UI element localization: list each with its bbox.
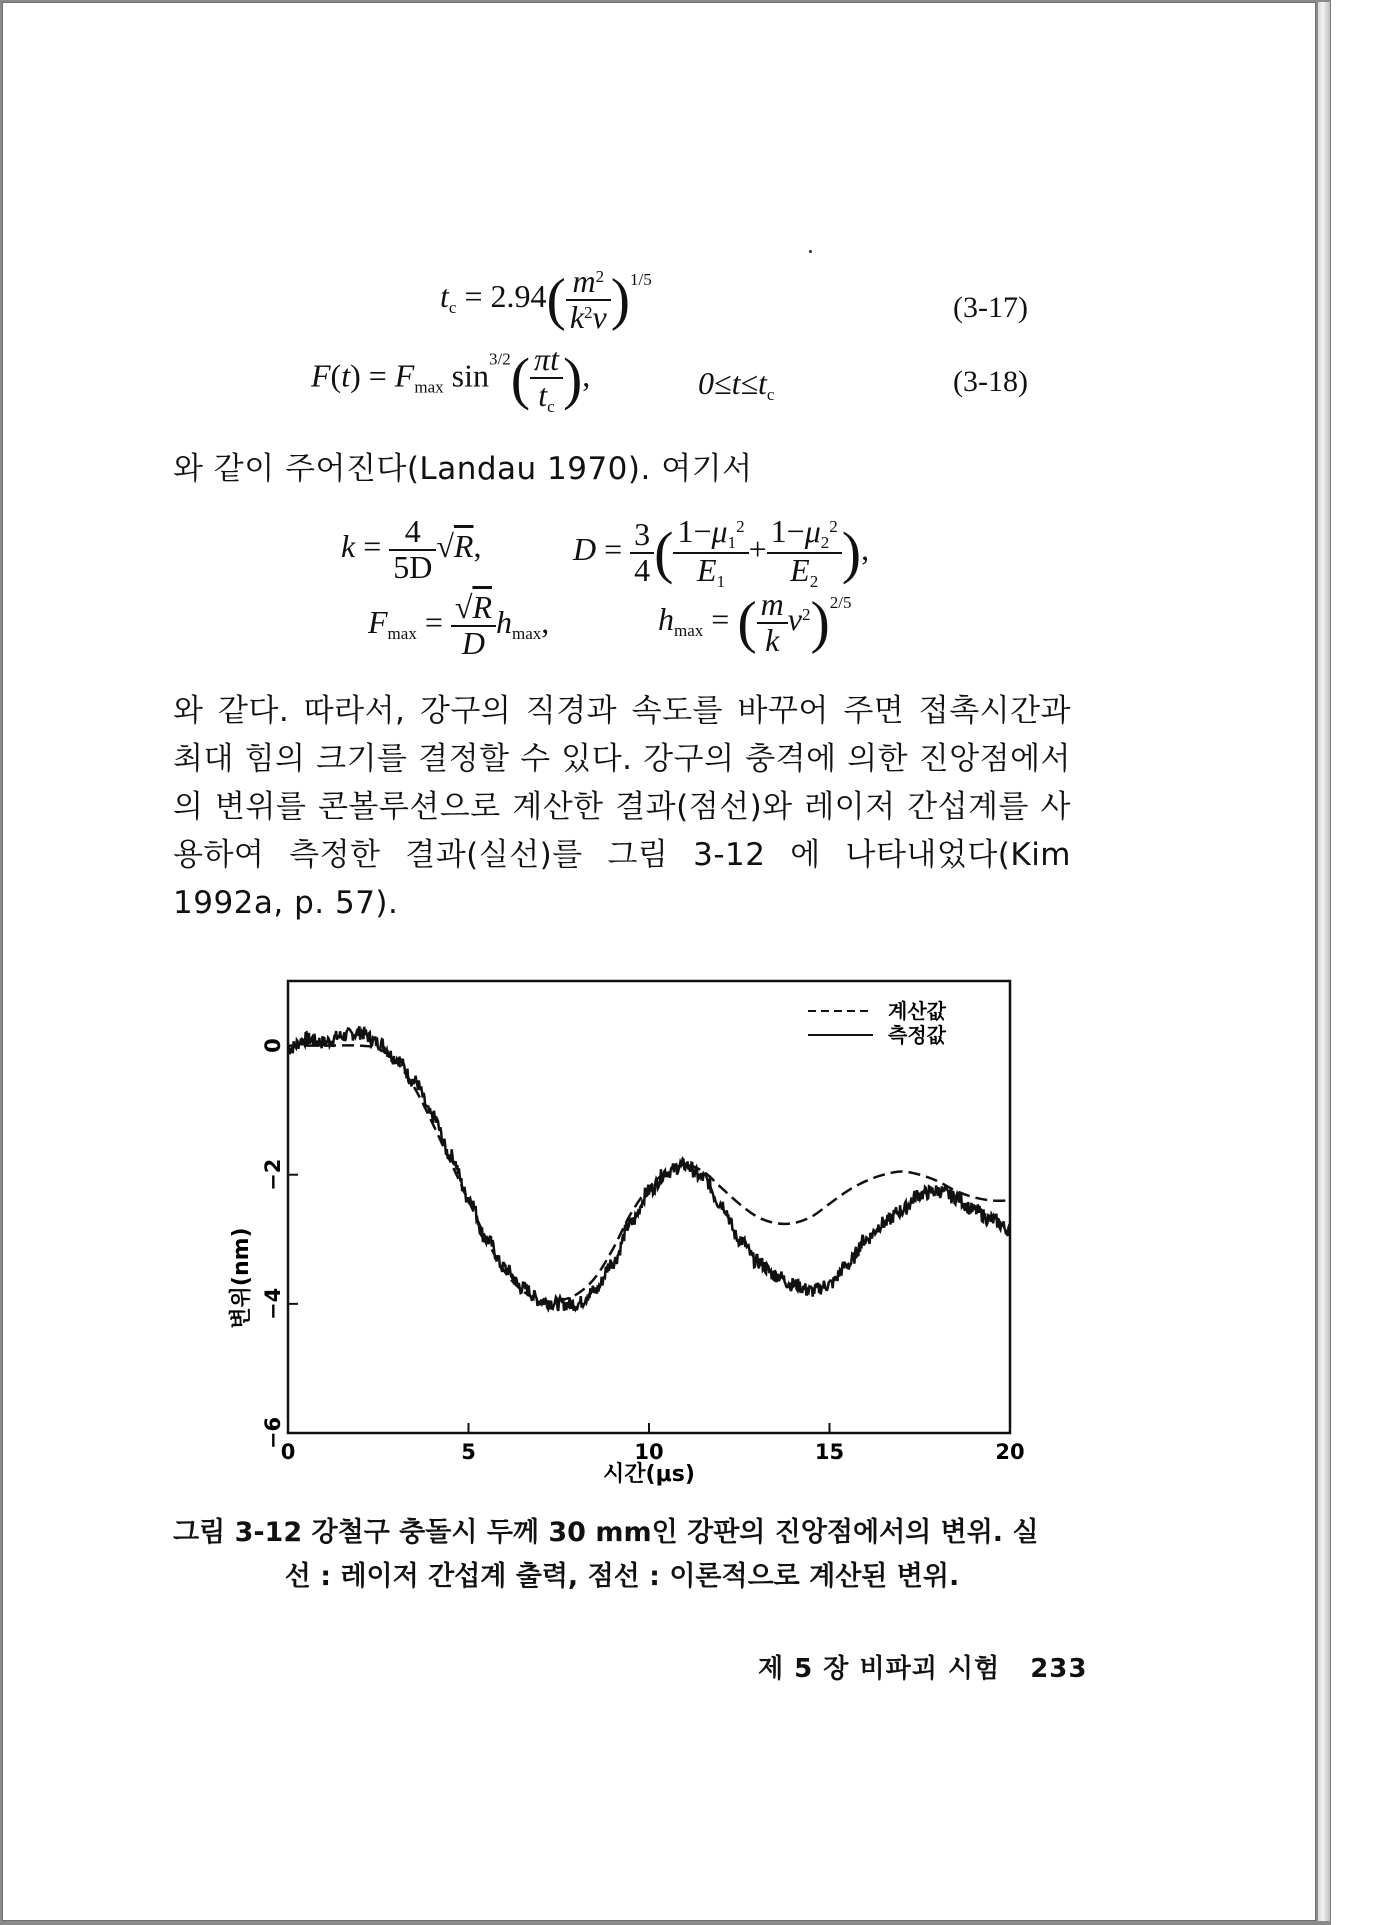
book-page [2,2,1316,1921]
x-axis-label: 시간(μs) [603,1462,695,1487]
figure-caption [173,1511,1071,1599]
y-axis-label: 변위(nm) [229,1227,254,1329]
caption-line-2: 선 : 레이저 간섭계 출력, 점선 : 이론적으로 계산된 변위. [284,1561,960,1592]
figure-3-12 [218,973,1038,1493]
equation-3-18: $F(t) = F_{max}$ $\sin^{3/2}$( $\frac{\pi t}{t_c}$ ), [311,341,591,416]
x-tick-label: 20 [995,1440,1025,1464]
y-tick-label: −4 [261,1287,285,1320]
y-tick-label: 0 [261,1038,285,1053]
paragraph-body: 와 같다. 따라서, 강구의 직경과 속도를 바꾸어 주면 접촉시간과 최대 힘의 크기를 결정할 수 있다. 강구의 충격에 의한 진앙점에서의 변위를 콘볼루션으로 계산한 결과(점선)와 레이저 간섭계를 사용하여 측정한 결과(실선)를 그림 3-12 에 나타내었다(Kim 1992a, p. 57). [173,693,1071,921]
caption-line-1: 그림 3-12 강철구 충돌시 두께 30 mm인 강판의 진앙점에서의 변위. 실 [173,1517,1039,1548]
equation-number-3-18: (3-18) [953,365,1028,398]
paragraph-intro: 와 같이 주어진다(Landau 1970). 여기서 [173,451,753,487]
page-edge [1318,2,1331,1921]
calculated-series-line [288,1045,1010,1301]
legend-label: 측정값 [888,1023,946,1047]
page-footer [758,1648,1087,1685]
scan-margin [1331,0,1378,1925]
equation-3-17: $t_c = 2.94$( $\frac{m^2}{k^2v}$ )$^{1/5}$ [440,263,652,335]
y-tick-label: −6 [261,1416,285,1450]
y-tick-label: −2 [261,1158,285,1191]
plot-frame [288,981,1010,1433]
equation-number-3-17: (3-17) [953,291,1028,324]
x-tick-label: 15 [814,1440,845,1464]
equation-fmax: $F_{max}$ = $\frac{√R}{D}$ $h_{max}$, [368,589,550,661]
displacement-chart [218,973,1038,1493]
x-tick-label: 10 [634,1440,664,1464]
equation-3-18-range: $0\le t\le t_c$ [698,365,775,404]
equation-k: k = $\frac{4}{5D}$ √R, [341,513,482,585]
legend-label: 계산값 [888,999,946,1023]
page-number: 233 [1030,1654,1088,1684]
x-tick-label: 0 [280,1440,296,1464]
equation-d: D = $\frac{3}{4}$ ( $\frac{1-\mu_1^2}{E_1}$ + $\frac{1-\mu_2^2}{E_2}$ ), [573,513,870,591]
equation-hmax: $h_{max}$ = ( $\frac{m}{k}$ $v^2)^{2/5}$ [658,586,852,658]
chapter-title: 제 5 장 비파괴 시험 [758,1654,1001,1684]
measured-series-line [288,1026,1010,1311]
x-tick-label: 5 [461,1440,476,1464]
